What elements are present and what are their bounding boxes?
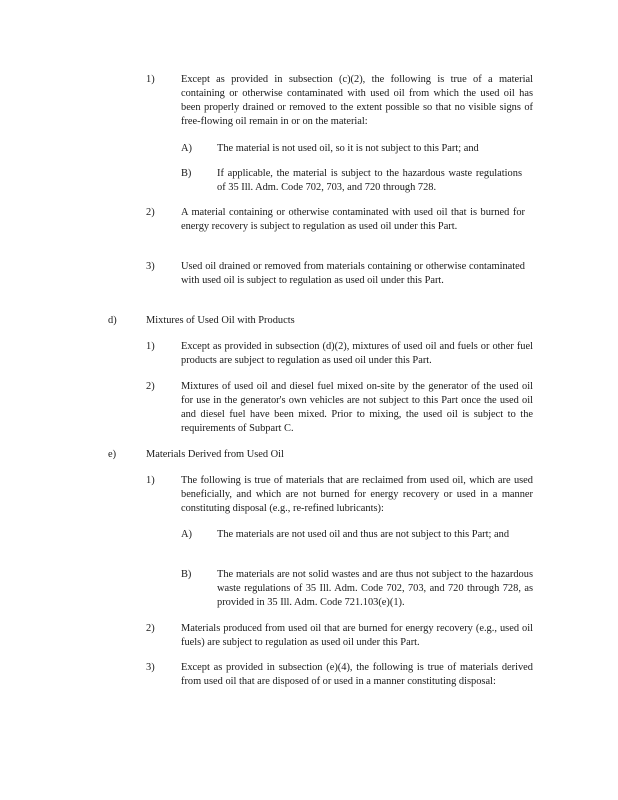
section-heading: Materials Derived from Used Oil	[146, 449, 284, 460]
section-label: d)	[108, 315, 117, 326]
item-text: Except as provided in subsection (e)(4), the following is true of materials derived from used oil that are disposed of or used in a manner constituting disposal:	[181, 662, 533, 687]
section-label: e)	[108, 449, 117, 460]
item-text: The following is true of materials that are reclaimed from used oil, which are used beneficially, and which are not burned for energy recovery or used in a manner constituting disposal (e.g., re-refined lubricants):	[181, 475, 533, 514]
item-label: 2)	[146, 381, 155, 392]
item-label: 3)	[146, 261, 155, 272]
section-heading: Mixtures of Used Oil with Products	[146, 315, 295, 326]
item-text: A material containing or otherwise contaminated with used oil that is burned for energy recovery is subject to regulation as used oil under this Part.	[181, 207, 525, 232]
item-label: A)	[181, 529, 192, 540]
item-label: 2)	[146, 623, 155, 634]
item-text: The material is not used oil, so it is not subject to this Part; and	[217, 143, 479, 154]
item-text: The materials are not solid wastes and are thus not subject to the hazardous waste regulations of 35 Ill. Adm. Code 702, 703, and 720 through 728, as provided in 35 Ill. Adm. Code 721.103(e)(1).	[217, 569, 533, 608]
item-label: 3)	[146, 662, 155, 673]
item-label: 2)	[146, 207, 155, 218]
item-text: The materials are not used oil and thus are not subject to this Part; and	[217, 529, 510, 540]
item-text: Used oil drained or removed from materials containing or otherwise contaminated with used oil is subject to regulation as used oil under this Part.	[181, 261, 525, 286]
item-label: A)	[181, 143, 192, 154]
item-text: Mixtures of used oil and diesel fuel mixed on-site by the generator of the used oil for use in the generator's own vehicles are not subject to this Part once the used oil and diesel fuel have been mixed. Prior to mixing, the used oil is subject to the requirements of Subpart C.	[181, 381, 533, 434]
item-text: Materials produced from used oil that are burned for energy recovery (e.g., used oil fuels) are subject to regulation as used oil under this Part.	[181, 623, 533, 648]
item-label: 1)	[146, 74, 155, 85]
item-text: If applicable, the material is subject to the hazardous waste regulations of 35 Ill. Adm. Code 702, 703, and 720 through 728.	[217, 168, 522, 193]
item-label: B)	[181, 168, 192, 179]
item-label: B)	[181, 569, 192, 580]
item-text: Except as provided in subsection (d)(2), mixtures of used oil and fuels or other fuel products are subject to regulation as used oil under this Part.	[181, 341, 533, 366]
item-text: Except as provided in subsection (c)(2), the following is true of a material containing or otherwise contaminated with used oil from which the used oil has been properly drained or removed to the extent possible so that no visible signs of free-flowing oil remain in or on the material:	[181, 74, 533, 127]
item-label: 1)	[146, 341, 155, 352]
item-label: 1)	[146, 475, 155, 486]
